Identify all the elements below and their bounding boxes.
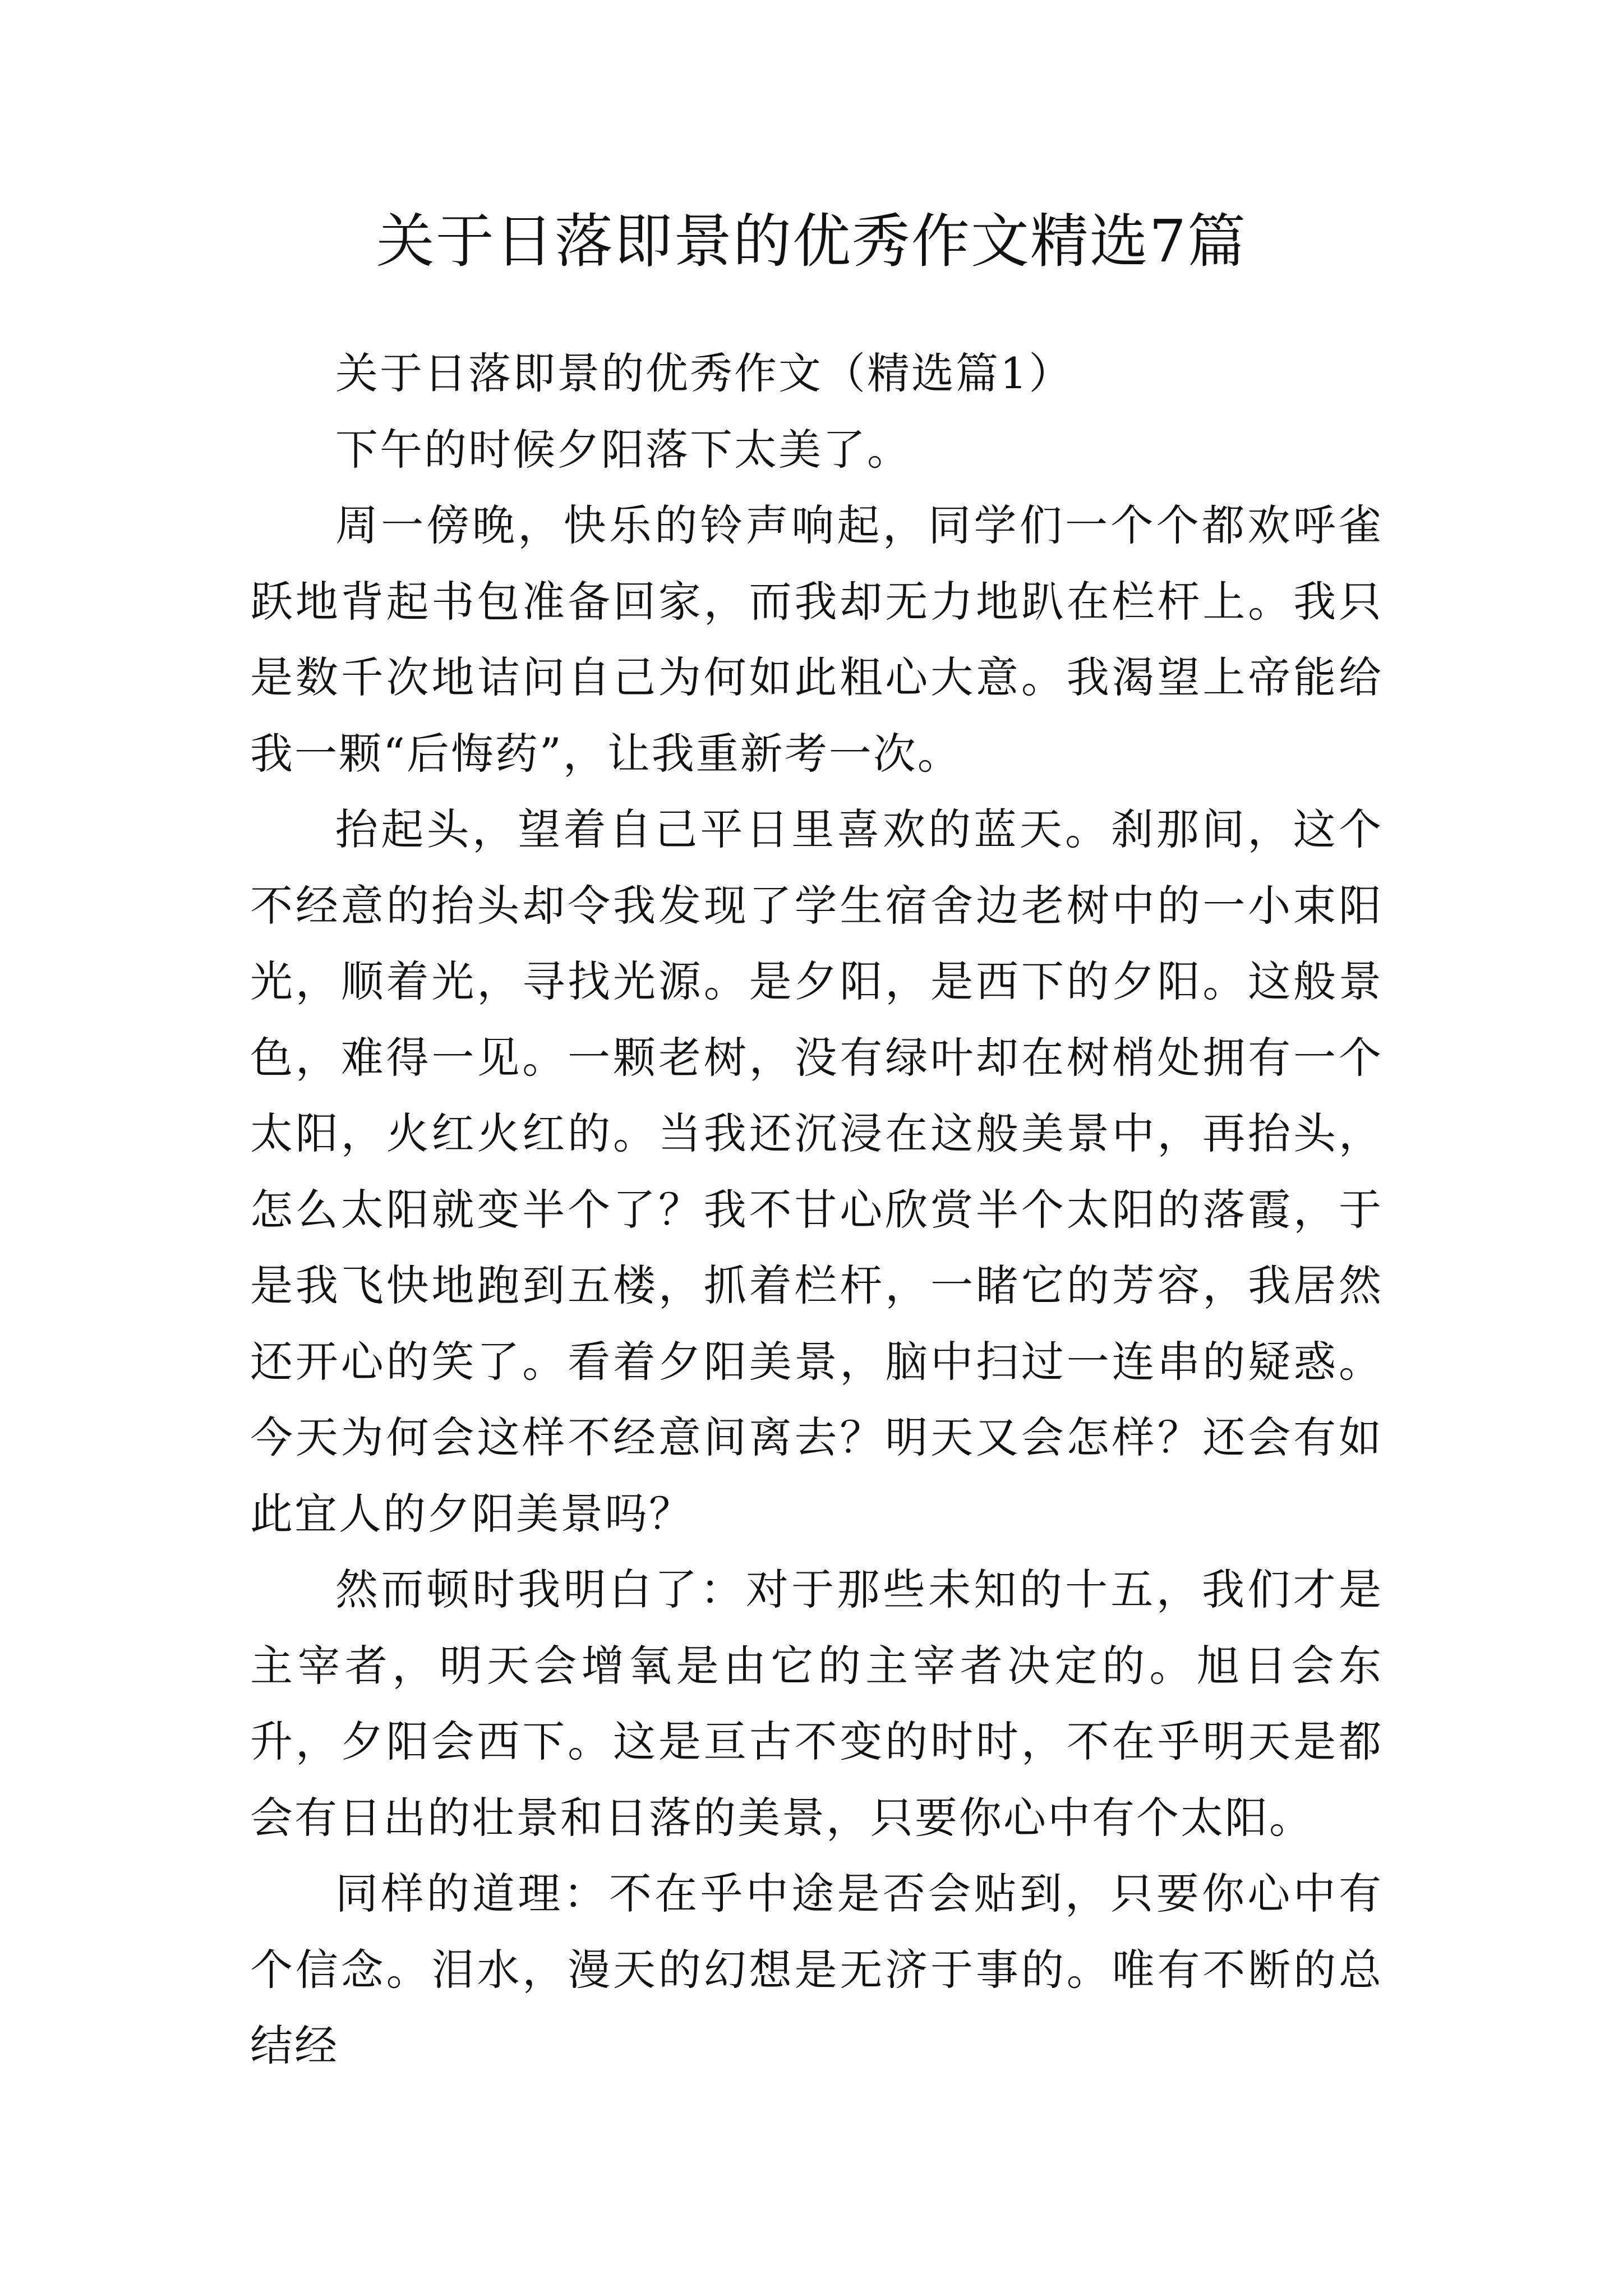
paragraph: 抬起头，望着自己平日里喜欢的蓝天。刹那间，这个不经意的抬头却令我发现了学生宿舍边老树中的一小束阳光，顺着光，寻找光源。是夕阳，是西下的夕阳。这般景色，难得一见。一颗老树，没有绿叶却在树梢处拥有一个太阳，火红火红的。当我还沉浸在这般美景中，再抬头，怎么太阳就变半个了？我不甘心欣赏半个太阳的落霞，于是我飞快地跑到五楼，抓着栏杆，一睹它的芳容，我居然还开心的笑了。看着夕阳美景，脑中扫过一连串的疑惑。今天为何会这样不经意间离去？明天又会怎样？还会有如此宜人的夕阳美景吗？	[250, 804, 1383, 1539]
paragraph: 周一傍晚，快乐的铃声响起，同学们一个个都欢呼雀跃地背起书包准备回家，而我却无力地趴在栏杆上。我只是数千次地诘问自己为何如此粗心大意。我渴望上帝能给我一颗“后悔药”，让我重新考一次。	[250, 500, 1383, 779]
document-title: 关于日落即景的优秀作文精选7篇	[376, 207, 1247, 275]
paragraph: 同样的道理：不在乎中途是否会贴到，只要你心中有个信念。泪水，漫天的幻想是无济于事的。唯有不断的总结经	[250, 1869, 1383, 2070]
document-body	[250, 335, 1383, 2084]
section-heading: 关于日落即景的优秀作文（精选篇1）	[335, 348, 1073, 398]
paragraph: 然而顿时我明白了：对于那些未知的十五，我们才是主宰者，明天会增氧是由它的主宰者决定的。旭日会东升，夕阳会西下。这是亘古不变的时时，不在乎明天是都会有日出的壮景和日落的美景，只要你心中有个太阳。	[250, 1565, 1383, 1843]
paragraph: 下午的时候夕阳落下太美了。	[335, 424, 911, 475]
